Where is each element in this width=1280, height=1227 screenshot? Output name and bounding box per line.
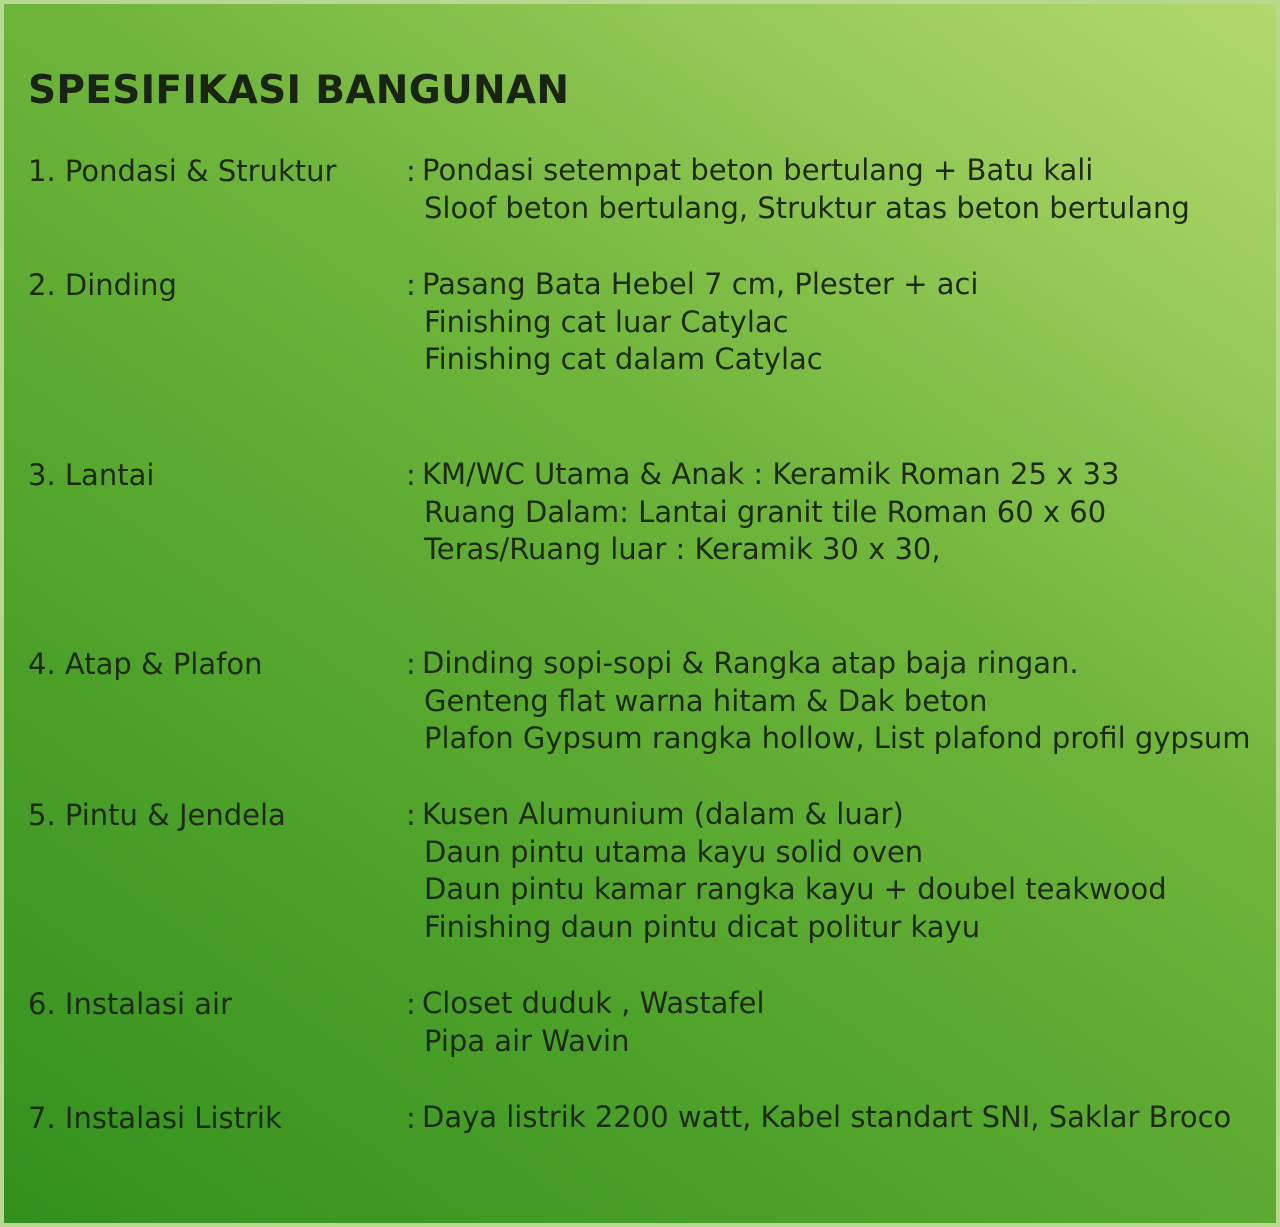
spec-lines (424, 796, 1167, 946)
spec-lines (424, 152, 1190, 227)
spec-line: Finishing cat luar Catylac (424, 304, 789, 339)
spec-label: 6. Instalasi air (28, 987, 233, 1021)
spec-line: Plafon Gypsum rangka hollow, List plafond profil gypsum (424, 721, 1251, 755)
spec-line: Teras/Ruang luar : Keramik 30 x 30, (424, 532, 941, 566)
spec-label: 1. Pondasi & Struktur (28, 154, 337, 188)
spec-lines (424, 985, 765, 1060)
spec-lines (424, 1099, 1231, 1137)
spec-line: Pipa air Wavin (424, 1023, 630, 1058)
spec-label: 3. Lantai (28, 458, 155, 492)
spec-label: 7. Instalasi Listrik (28, 1101, 282, 1135)
spec-line: Pondasi setempat beton bertulang + Batu kali (422, 153, 1094, 187)
spec-colon: : (406, 154, 416, 188)
spec-colon: : (406, 798, 416, 832)
spec-line: Finishing daun pintu dicat politur kayu (424, 909, 981, 944)
spec-line: KM/WC Utama & Anak : Keramik Roman 25 x 33 (422, 457, 1120, 491)
spec-colon: : (406, 987, 416, 1021)
spec-line: Ruang Dalam: Lantai granit tile Roman 60 x 60 (424, 494, 1107, 529)
spec-label: 4. Atap & Plafon (28, 647, 263, 681)
spec-label: 2. Dinding (28, 268, 177, 302)
spec-line: Sloof beton bertulang, Struktur atas beton bertulang (424, 190, 1190, 225)
spec-colon: : (406, 647, 416, 681)
spec-colon: : (406, 458, 416, 492)
spec-lines (424, 645, 1251, 758)
spec-line: Dinding sopi-sopi & Rangka atap baja ringan. (422, 646, 1079, 680)
spec-line: Daun pintu kamar rangka kayu + doubel teakwood (424, 872, 1167, 906)
spec-lines (424, 456, 1119, 569)
spec-line: Pasang Bata Hebel 7 cm, Plester + aci (422, 267, 979, 301)
spec-line: Kusen Alumunium (dalam & luar) (422, 797, 904, 831)
spec-lines (424, 266, 978, 379)
spec-line: Genteng flat warna hitam & Dak beton (424, 683, 988, 718)
spec-line: Finishing cat dalam Catylac (424, 342, 823, 376)
spec-line: Closet duduk , Wastafel (422, 986, 765, 1020)
spec-label: 5. Pintu & Jendela (28, 798, 286, 832)
page-title: SPESIFIKASI BANGUNAN (28, 68, 570, 113)
spec-colon: : (406, 1101, 416, 1135)
spec-colon: : (406, 268, 416, 302)
spec-line: Daun pintu utama kayu solid oven (424, 834, 924, 869)
spec-line: Daya listrik 2200 watt, Kabel standart SNI, Saklar Broco (422, 1100, 1232, 1134)
